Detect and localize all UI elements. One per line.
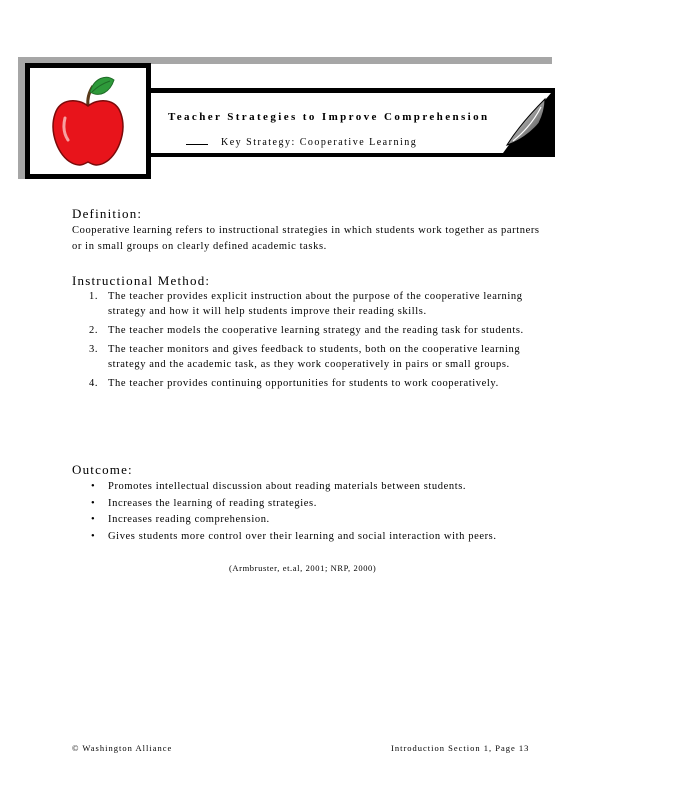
step-text: The teacher provides continuing opportunities for students to work cooperatively. xyxy=(108,378,499,389)
method-heading: Instructional Method: xyxy=(72,273,211,288)
method-steps-list xyxy=(72,289,542,395)
bullet-icon: • xyxy=(91,530,96,542)
outcome-text: Increases the learning of reading strategies. xyxy=(108,497,317,509)
definition-heading: Definition: xyxy=(72,206,143,221)
step-text: The teacher monitors and gives feedback to students, both on the cooperative learning strategy and the academic task, as they work cooperatively in pairs or small groups. xyxy=(108,344,521,370)
list-item xyxy=(72,289,542,319)
outcome-text: Promotes intellectual discussion about reading materials between students. xyxy=(108,481,467,492)
step-number: 2. xyxy=(89,325,99,336)
outcome-text: Increases reading comprehension. xyxy=(108,514,270,525)
bullet-icon: • xyxy=(91,497,96,509)
list-item xyxy=(72,376,542,391)
step-text: The teacher models the cooperative learning strategy and the reading task for students. xyxy=(108,325,524,336)
apple-icon xyxy=(30,68,146,174)
step-number: 4. xyxy=(89,378,99,389)
outcome-list xyxy=(72,479,542,545)
list-item xyxy=(72,479,542,496)
step-text: The teacher provides explicit instruction about the purpose of the cooperative learning strategy and how it will help students improve their reading skills. xyxy=(108,291,523,317)
list-item xyxy=(72,496,542,513)
subtitle-dash xyxy=(186,144,208,145)
page-curl-icon xyxy=(499,93,551,153)
step-number: 3. xyxy=(89,344,99,355)
list-item xyxy=(72,529,542,546)
apple-frame xyxy=(25,63,151,179)
definition-text: Cooperative learning refers to instructional strategies in which students work together as partners or in small groups on clearly defined academic tasks. xyxy=(72,225,540,252)
footer-page-number: Introduction Section 1, Page 13 xyxy=(391,743,530,753)
footer-copyright: © Washington Alliance xyxy=(72,743,173,753)
list-item xyxy=(72,512,542,529)
page-title: Teacher Strategies to Improve Comprehension xyxy=(168,111,490,123)
bullet-icon: • xyxy=(91,481,96,492)
step-number: 1. xyxy=(89,291,99,302)
citation: (Armbruster, et.al, 2001; NRP, 2000) xyxy=(229,563,377,573)
bullet-icon: • xyxy=(91,514,96,525)
page-subtitle: Key Strategy: Cooperative Learning xyxy=(221,137,418,148)
header-banner xyxy=(151,88,555,157)
list-item xyxy=(72,342,542,372)
outcome-heading: Outcome: xyxy=(72,462,133,477)
outcome-text: Gives students more control over their learning and social interaction with peers. xyxy=(108,530,497,542)
list-item xyxy=(72,323,542,338)
